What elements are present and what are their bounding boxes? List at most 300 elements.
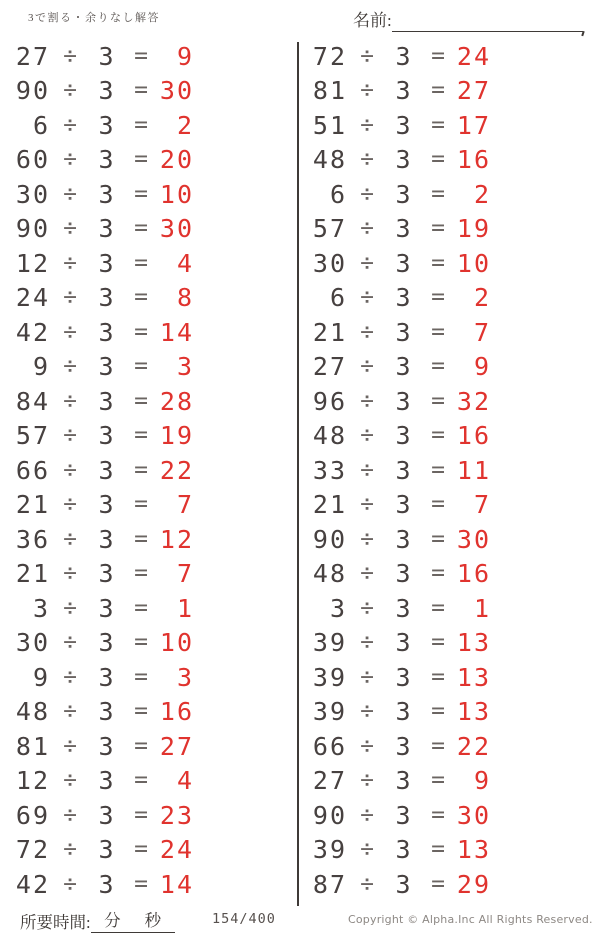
dividend: 48 <box>312 559 347 589</box>
answer: 30 <box>456 800 491 830</box>
answer: 24 <box>159 835 194 865</box>
dividend: 42 <box>15 317 50 347</box>
answer: 16 <box>456 559 491 589</box>
dividend: 90 <box>312 800 347 830</box>
minutes-label: 分 <box>104 911 121 930</box>
dividend: 66 <box>312 731 347 761</box>
equals-sign-icon: = <box>431 732 445 759</box>
dividend: 48 <box>312 145 347 175</box>
divide-sign-icon: ÷ <box>63 77 77 104</box>
problem-row <box>4 833 196 868</box>
divide-sign-icon: ÷ <box>360 180 374 207</box>
dividend: 51 <box>312 110 347 140</box>
dividend: 48 <box>312 421 347 451</box>
answer: 29 <box>456 869 491 899</box>
dividend: 39 <box>312 628 347 658</box>
equals-sign-icon: = <box>431 111 445 138</box>
divide-sign-icon: ÷ <box>360 870 374 897</box>
dividend: 27 <box>15 41 50 71</box>
equals-sign-icon: = <box>431 560 445 587</box>
answer: 32 <box>456 386 491 416</box>
dividend: 72 <box>15 835 50 865</box>
answer: 28 <box>159 386 194 416</box>
divide-sign-icon: ÷ <box>63 732 77 759</box>
equals-sign-icon: = <box>431 318 445 345</box>
divide-sign-icon: ÷ <box>360 698 374 725</box>
answer: 27 <box>159 731 194 761</box>
answer: 19 <box>159 421 194 451</box>
divisor: 3 <box>395 766 413 796</box>
divide-sign-icon: ÷ <box>63 663 77 690</box>
divide-sign-icon: ÷ <box>63 629 77 656</box>
equals-sign-icon: = <box>134 249 148 276</box>
divide-sign-icon: ÷ <box>63 698 77 725</box>
divisor: 3 <box>98 490 116 520</box>
answer: 13 <box>456 835 491 865</box>
divisor: 3 <box>395 76 413 106</box>
answer: 7 <box>473 317 491 347</box>
divide-sign-icon: ÷ <box>63 560 77 587</box>
problem-row <box>301 867 493 902</box>
divisor: 3 <box>395 800 413 830</box>
problem-row <box>4 729 196 764</box>
problem-row <box>301 419 493 454</box>
worksheet-title: 3で割る・余りなし解答 <box>28 12 160 24</box>
answer: 4 <box>176 766 194 796</box>
divisor: 3 <box>395 869 413 899</box>
dividend: 6 <box>329 179 347 209</box>
answer: 24 <box>456 41 491 71</box>
divide-sign-icon: ÷ <box>360 42 374 69</box>
dividend: 90 <box>312 524 347 554</box>
answer: 3 <box>176 352 194 382</box>
divide-sign-icon: ÷ <box>360 387 374 414</box>
problem-row <box>301 626 493 661</box>
page-indicator: 154/400 <box>212 911 276 927</box>
equals-sign-icon: = <box>134 663 148 690</box>
answer: 14 <box>159 869 194 899</box>
answer: 22 <box>456 731 491 761</box>
divide-sign-icon: ÷ <box>360 422 374 449</box>
equals-sign-icon: = <box>134 180 148 207</box>
divisor: 3 <box>395 283 413 313</box>
problem-row <box>4 695 196 730</box>
dividend: 21 <box>312 490 347 520</box>
copyright: Copyright © Alpha.Inc All Rights Reserved. <box>348 913 593 926</box>
divisor: 3 <box>98 283 116 313</box>
divisor: 3 <box>98 524 116 554</box>
equals-sign-icon: = <box>431 215 445 242</box>
equals-sign-icon: = <box>134 698 148 725</box>
divide-sign-icon: ÷ <box>63 836 77 863</box>
divide-sign-icon: ÷ <box>360 353 374 380</box>
divide-sign-icon: ÷ <box>360 456 374 483</box>
divide-sign-icon: ÷ <box>63 870 77 897</box>
equals-sign-icon: = <box>134 456 148 483</box>
divide-sign-icon: ÷ <box>360 111 374 138</box>
dividend: 39 <box>312 662 347 692</box>
equals-sign-icon: = <box>134 629 148 656</box>
equals-sign-icon: = <box>134 525 148 552</box>
time-field <box>20 907 175 933</box>
divisor: 3 <box>98 76 116 106</box>
problem-row <box>301 833 493 868</box>
divisor: 3 <box>395 421 413 451</box>
dividend: 24 <box>15 283 50 313</box>
problem-row <box>4 315 196 350</box>
dividend: 87 <box>312 869 347 899</box>
problems-column-right <box>301 39 493 902</box>
problem-row <box>4 557 196 592</box>
dividend: 12 <box>15 766 50 796</box>
equals-sign-icon: = <box>134 422 148 449</box>
equals-sign-icon: = <box>134 215 148 242</box>
divisor: 3 <box>98 145 116 175</box>
divide-sign-icon: ÷ <box>360 629 374 656</box>
name-field <box>353 6 583 32</box>
dividend: 39 <box>312 697 347 727</box>
equals-sign-icon: = <box>134 767 148 794</box>
dividend: 6 <box>329 283 347 313</box>
divisor: 3 <box>98 214 116 244</box>
problem-row <box>301 384 493 419</box>
problem-row <box>301 39 493 74</box>
answer: 27 <box>456 76 491 106</box>
dividend: 39 <box>312 835 347 865</box>
divisor: 3 <box>395 179 413 209</box>
divide-sign-icon: ÷ <box>63 456 77 483</box>
problem-row <box>301 453 493 488</box>
problem-row <box>301 729 493 764</box>
equals-sign-icon: = <box>431 594 445 621</box>
answer: 30 <box>159 214 194 244</box>
answer: 13 <box>456 628 491 658</box>
divisor: 3 <box>98 697 116 727</box>
problem-row <box>4 212 196 247</box>
divisor: 3 <box>98 41 116 71</box>
problem-row <box>4 39 196 74</box>
divide-sign-icon: ÷ <box>63 594 77 621</box>
equals-sign-icon: = <box>431 836 445 863</box>
equals-sign-icon: = <box>431 353 445 380</box>
divisor: 3 <box>98 352 116 382</box>
divide-sign-icon: ÷ <box>63 767 77 794</box>
dividend: 21 <box>15 490 50 520</box>
equals-sign-icon: = <box>134 836 148 863</box>
divide-sign-icon: ÷ <box>63 801 77 828</box>
problem-row <box>4 350 196 385</box>
divide-sign-icon: ÷ <box>360 249 374 276</box>
dividend: 27 <box>312 766 347 796</box>
equals-sign-icon: = <box>431 42 445 69</box>
dividend: 3 <box>32 593 50 623</box>
dividend: 81 <box>15 731 50 761</box>
problem-row <box>301 212 493 247</box>
problem-row <box>301 74 493 109</box>
equals-sign-icon: = <box>431 387 445 414</box>
dividend: 33 <box>312 455 347 485</box>
equals-sign-icon: = <box>431 525 445 552</box>
answer: 14 <box>159 317 194 347</box>
divisor: 3 <box>98 731 116 761</box>
problem-row <box>4 246 196 281</box>
answer: 11 <box>456 455 491 485</box>
divide-sign-icon: ÷ <box>360 491 374 518</box>
divisor: 3 <box>395 110 413 140</box>
problem-row <box>4 74 196 109</box>
divide-sign-icon: ÷ <box>360 146 374 173</box>
dividend: 27 <box>312 352 347 382</box>
problem-row <box>4 798 196 833</box>
answer: 2 <box>473 283 491 313</box>
divisor: 3 <box>395 386 413 416</box>
divide-sign-icon: ÷ <box>63 318 77 345</box>
divisor: 3 <box>395 317 413 347</box>
dividend: 36 <box>15 524 50 554</box>
answer: 30 <box>159 76 194 106</box>
dividend: 90 <box>15 76 50 106</box>
answer: 2 <box>473 179 491 209</box>
dividend: 72 <box>312 41 347 71</box>
equals-sign-icon: = <box>431 491 445 518</box>
answer: 22 <box>159 455 194 485</box>
dividend: 84 <box>15 386 50 416</box>
divide-sign-icon: ÷ <box>360 318 374 345</box>
answer: 16 <box>159 697 194 727</box>
equals-sign-icon: = <box>431 146 445 173</box>
dividend: 48 <box>15 697 50 727</box>
equals-sign-icon: = <box>431 801 445 828</box>
problem-row <box>4 626 196 661</box>
column-divider <box>297 42 299 906</box>
divisor: 3 <box>98 179 116 209</box>
problem-row <box>4 143 196 178</box>
problem-row <box>4 660 196 695</box>
answer: 23 <box>159 800 194 830</box>
dividend: 30 <box>312 248 347 278</box>
dividend: 30 <box>15 179 50 209</box>
divisor: 3 <box>98 835 116 865</box>
equals-sign-icon: = <box>134 801 148 828</box>
divisor: 3 <box>395 248 413 278</box>
equals-sign-icon: = <box>134 77 148 104</box>
problem-row <box>4 867 196 902</box>
divisor: 3 <box>395 41 413 71</box>
dividend: 21 <box>312 317 347 347</box>
divisor: 3 <box>395 455 413 485</box>
dividend: 81 <box>312 76 347 106</box>
divisor: 3 <box>395 628 413 658</box>
name-label: 名前: <box>353 11 392 30</box>
divide-sign-icon: ÷ <box>360 284 374 311</box>
answer: 9 <box>176 41 194 71</box>
equals-sign-icon: = <box>134 284 148 311</box>
divisor: 3 <box>98 593 116 623</box>
answer: 3 <box>176 662 194 692</box>
dividend: 9 <box>32 662 50 692</box>
divisor: 3 <box>395 662 413 692</box>
divide-sign-icon: ÷ <box>360 836 374 863</box>
divide-sign-icon: ÷ <box>360 663 374 690</box>
answer: 1 <box>473 593 491 623</box>
problem-row <box>301 143 493 178</box>
divisor: 3 <box>98 766 116 796</box>
divide-sign-icon: ÷ <box>360 594 374 621</box>
dividend: 12 <box>15 248 50 278</box>
equals-sign-icon: = <box>134 353 148 380</box>
equals-sign-icon: = <box>431 456 445 483</box>
divisor: 3 <box>395 697 413 727</box>
dividend: 9 <box>32 352 50 382</box>
equals-sign-icon: = <box>431 422 445 449</box>
equals-sign-icon: = <box>134 594 148 621</box>
problem-row <box>4 453 196 488</box>
equals-sign-icon: = <box>431 870 445 897</box>
seconds-label: 秒 <box>144 911 162 930</box>
name-input-line[interactable] <box>392 8 583 32</box>
problem-row <box>301 350 493 385</box>
divisor: 3 <box>395 145 413 175</box>
divide-sign-icon: ÷ <box>360 77 374 104</box>
divisor: 3 <box>395 835 413 865</box>
equals-sign-icon: = <box>431 249 445 276</box>
problem-row <box>4 281 196 316</box>
divide-sign-icon: ÷ <box>63 284 77 311</box>
divisor: 3 <box>98 628 116 658</box>
problem-row <box>4 177 196 212</box>
divisor: 3 <box>395 593 413 623</box>
dividend: 21 <box>15 559 50 589</box>
equals-sign-icon: = <box>134 560 148 587</box>
divisor: 3 <box>98 869 116 899</box>
answer: 9 <box>473 352 491 382</box>
divide-sign-icon: ÷ <box>63 387 77 414</box>
problem-row <box>301 246 493 281</box>
divisor: 3 <box>395 214 413 244</box>
problem-row <box>301 695 493 730</box>
equals-sign-icon: = <box>431 77 445 104</box>
answer: 8 <box>176 283 194 313</box>
divisor: 3 <box>98 317 116 347</box>
divisor: 3 <box>98 386 116 416</box>
divisor: 3 <box>98 455 116 485</box>
divide-sign-icon: ÷ <box>360 767 374 794</box>
equals-sign-icon: = <box>431 284 445 311</box>
problem-row <box>301 798 493 833</box>
dividend: 90 <box>15 214 50 244</box>
equals-sign-icon: = <box>134 42 148 69</box>
answer: 12 <box>159 524 194 554</box>
divide-sign-icon: ÷ <box>63 215 77 242</box>
problem-row <box>301 557 493 592</box>
divisor: 3 <box>98 662 116 692</box>
divisor: 3 <box>395 490 413 520</box>
problem-row <box>4 488 196 523</box>
problem-row <box>4 522 196 557</box>
dividend: 96 <box>312 386 347 416</box>
divide-sign-icon: ÷ <box>63 111 77 138</box>
dividend: 42 <box>15 869 50 899</box>
divide-sign-icon: ÷ <box>63 353 77 380</box>
problem-row <box>301 281 493 316</box>
problem-row <box>4 108 196 143</box>
answer: 2 <box>176 110 194 140</box>
answer: 20 <box>159 145 194 175</box>
problem-row <box>4 384 196 419</box>
answer: 7 <box>473 490 491 520</box>
divisor: 3 <box>395 524 413 554</box>
dividend: 6 <box>32 110 50 140</box>
equals-sign-icon: = <box>134 732 148 759</box>
problem-row <box>301 764 493 799</box>
dividend: 57 <box>312 214 347 244</box>
problem-row <box>4 419 196 454</box>
divisor: 3 <box>395 731 413 761</box>
divide-sign-icon: ÷ <box>63 180 77 207</box>
answer: 10 <box>456 248 491 278</box>
divide-sign-icon: ÷ <box>360 525 374 552</box>
equals-sign-icon: = <box>134 318 148 345</box>
divisor: 3 <box>395 352 413 382</box>
divisor: 3 <box>98 800 116 830</box>
answer: 19 <box>456 214 491 244</box>
dividend: 3 <box>329 593 347 623</box>
answer: 30 <box>456 524 491 554</box>
problem-row <box>301 488 493 523</box>
equals-sign-icon: = <box>431 698 445 725</box>
divide-sign-icon: ÷ <box>63 525 77 552</box>
answer: 13 <box>456 662 491 692</box>
equals-sign-icon: = <box>431 180 445 207</box>
equals-sign-icon: = <box>134 491 148 518</box>
divisor: 3 <box>98 248 116 278</box>
equals-sign-icon: = <box>134 387 148 414</box>
answer: 7 <box>176 559 194 589</box>
equals-sign-icon: = <box>134 146 148 173</box>
answer: 10 <box>159 179 194 209</box>
divisor: 3 <box>98 421 116 451</box>
problem-row <box>301 108 493 143</box>
divide-sign-icon: ÷ <box>63 491 77 518</box>
answer: 4 <box>176 248 194 278</box>
divisor: 3 <box>395 559 413 589</box>
divisor: 3 <box>98 559 116 589</box>
divide-sign-icon: ÷ <box>63 42 77 69</box>
divisor: 3 <box>98 110 116 140</box>
answer: 10 <box>159 628 194 658</box>
divide-sign-icon: ÷ <box>360 732 374 759</box>
equals-sign-icon: = <box>134 111 148 138</box>
divide-sign-icon: ÷ <box>360 560 374 587</box>
problem-row <box>4 764 196 799</box>
divide-sign-icon: ÷ <box>360 215 374 242</box>
divide-sign-icon: ÷ <box>63 146 77 173</box>
dividend: 60 <box>15 145 50 175</box>
answer: 17 <box>456 110 491 140</box>
divide-sign-icon: ÷ <box>360 801 374 828</box>
dividend: 66 <box>15 455 50 485</box>
problems-column-left <box>4 39 196 902</box>
problem-row <box>301 522 493 557</box>
dividend: 57 <box>15 421 50 451</box>
dividend: 30 <box>15 628 50 658</box>
answer: 9 <box>473 766 491 796</box>
divide-sign-icon: ÷ <box>63 422 77 449</box>
time-input-line[interactable] <box>91 907 175 933</box>
time-label: 所要時間: <box>20 913 91 932</box>
answer: 16 <box>456 145 491 175</box>
problem-row <box>301 591 493 626</box>
